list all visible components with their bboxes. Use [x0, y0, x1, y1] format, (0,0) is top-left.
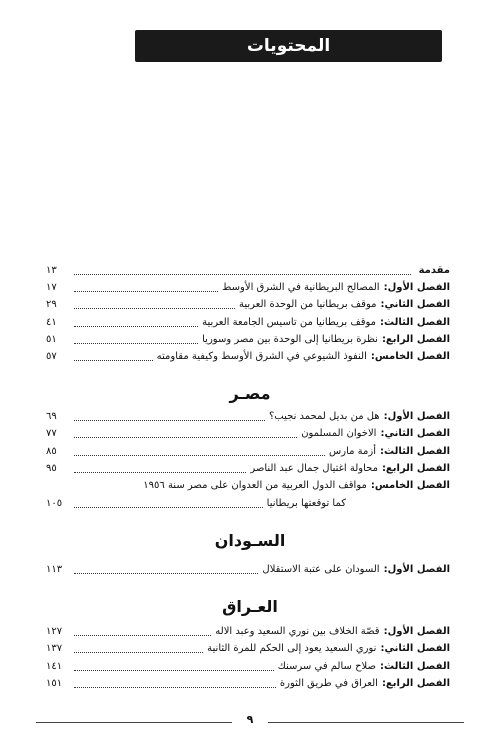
leader-dots	[74, 326, 198, 327]
toc-page-number: ٥١	[46, 334, 57, 345]
toc-page-number: ١٧	[46, 282, 57, 293]
leader-dots	[74, 437, 297, 438]
toc-label: الفصل الثالث:	[380, 661, 450, 672]
toc-page-number: ١٠٥	[46, 498, 63, 509]
toc-text: أزمة مارس	[329, 446, 376, 457]
toc-row	[46, 561, 450, 577]
toc-page-number: ١٣	[46, 265, 57, 276]
toc-row	[46, 460, 450, 476]
toc-page-number: ١١٣	[46, 564, 63, 575]
toc-label: الفصل الثالث:	[380, 446, 450, 457]
toc-row	[46, 348, 450, 364]
leader-dots	[74, 472, 246, 473]
toc-page-number: ٢٩	[46, 299, 57, 310]
toc-page-number: ٥٧	[46, 351, 57, 362]
toc-text: هل من بديل لمحمد نجيب؟	[268, 411, 380, 422]
section-heading-iraq: العـراق	[222, 597, 278, 616]
toc-row	[46, 495, 346, 511]
toc-row-intro	[46, 262, 450, 278]
toc-label: الفصل الثاني:	[380, 428, 450, 439]
toc-label: الفصل الأول:	[383, 626, 450, 637]
toc-label: الفصل الأول:	[383, 282, 450, 293]
toc-text: نوري السعيد يعود إلى الحكم للمرة الثانية	[207, 643, 377, 654]
leader-dots	[74, 687, 276, 688]
leader-dots	[74, 670, 274, 671]
footer-rule-right	[268, 722, 464, 723]
toc-text: قصّة الخلاف بين نوري السعيد وعبد الاله	[215, 626, 380, 637]
toc-text: موقف بريطانيا من الوحدة العربية	[238, 299, 377, 310]
toc-page-number: ٨٥	[46, 446, 57, 457]
toc-row	[46, 425, 450, 441]
toc-page-number: ١٢٧	[46, 626, 63, 637]
footer-page-number: ٩	[246, 713, 254, 726]
leader-dots	[74, 652, 203, 653]
toc-row	[46, 640, 450, 656]
toc-label: الفصل الرابع:	[381, 463, 450, 474]
toc-text: موقف بريطانيا من تاسيس الجامعة العربية	[202, 317, 376, 328]
leader-dots	[74, 343, 198, 344]
toc-text: المصالح البريطانية في الشرق الأوسط	[222, 282, 380, 293]
toc-row	[46, 314, 450, 330]
toc-text: كما توقعتها بريطانيا	[266, 498, 346, 509]
toc-page-number: ٤١	[46, 317, 57, 328]
leader-dots	[74, 274, 411, 275]
leader-dots	[74, 291, 218, 292]
toc-row	[46, 279, 450, 295]
toc-text: النفوذ الشيوعي في الشرق الأوسط وكيفية مقاومته	[156, 351, 367, 362]
toc-label: الفصل الثالث:	[380, 317, 450, 328]
toc-label: الفصل الرابع:	[381, 678, 450, 689]
toc-label: الفصل الخامس:	[370, 351, 450, 362]
toc-label: الفصل الأول:	[383, 411, 450, 422]
leader-dots	[74, 507, 263, 508]
toc-page-number: ١٤١	[46, 661, 63, 672]
toc-page-number: ٩٥	[46, 463, 57, 474]
toc-row	[46, 408, 450, 424]
toc-page-number: ١٣٧	[46, 643, 63, 654]
section-heading-sudan: السـودان	[214, 531, 286, 550]
toc-row	[46, 675, 450, 691]
toc-text: مواقف الدول العربية من العدوان على مصر سنة ١٩٥٦	[143, 480, 367, 491]
toc-page-number: ٦٩	[46, 411, 57, 422]
leader-dots	[74, 308, 235, 309]
toc-row	[46, 658, 450, 674]
toc-row	[46, 296, 450, 312]
leader-dots	[74, 455, 325, 456]
toc-label: مقدمة	[418, 265, 450, 276]
toc-text: محاولة اغتيال جمال عبد الناصر	[250, 463, 378, 474]
toc-label: الفصل الخامس:	[370, 480, 450, 491]
toc-label: الفصل الثاني:	[380, 299, 450, 310]
toc-text: العراق في طريق الثورة	[279, 678, 378, 689]
toc-text: الاخوان المسلمون	[301, 428, 377, 439]
toc-label: الفصل الرابع:	[381, 334, 450, 345]
toc-title: المحتويات	[135, 30, 442, 62]
toc-row	[46, 443, 450, 459]
toc-text: السودان على عتبة الاستقلال	[262, 564, 380, 575]
toc-page-number: ١٥١	[46, 678, 63, 689]
leader-dots	[74, 360, 153, 361]
toc-row	[46, 477, 450, 493]
toc-label: الفصل الأول:	[383, 564, 450, 575]
toc-label: الفصل الثاني:	[380, 643, 450, 654]
toc-text: نظرة بريطانيا إلى الوحدة بين مصر وسوريا	[202, 334, 378, 345]
footer-rule-left	[36, 722, 232, 723]
toc-row	[46, 331, 450, 347]
toc-row	[46, 623, 450, 639]
toc-page-number: ٧٧	[46, 428, 57, 439]
leader-dots	[74, 635, 211, 636]
toc-text: صلاح سالم في سرسنك	[277, 661, 376, 672]
leader-dots	[74, 573, 258, 574]
leader-dots	[74, 420, 265, 421]
section-heading-egypt: مصـر	[229, 384, 271, 403]
